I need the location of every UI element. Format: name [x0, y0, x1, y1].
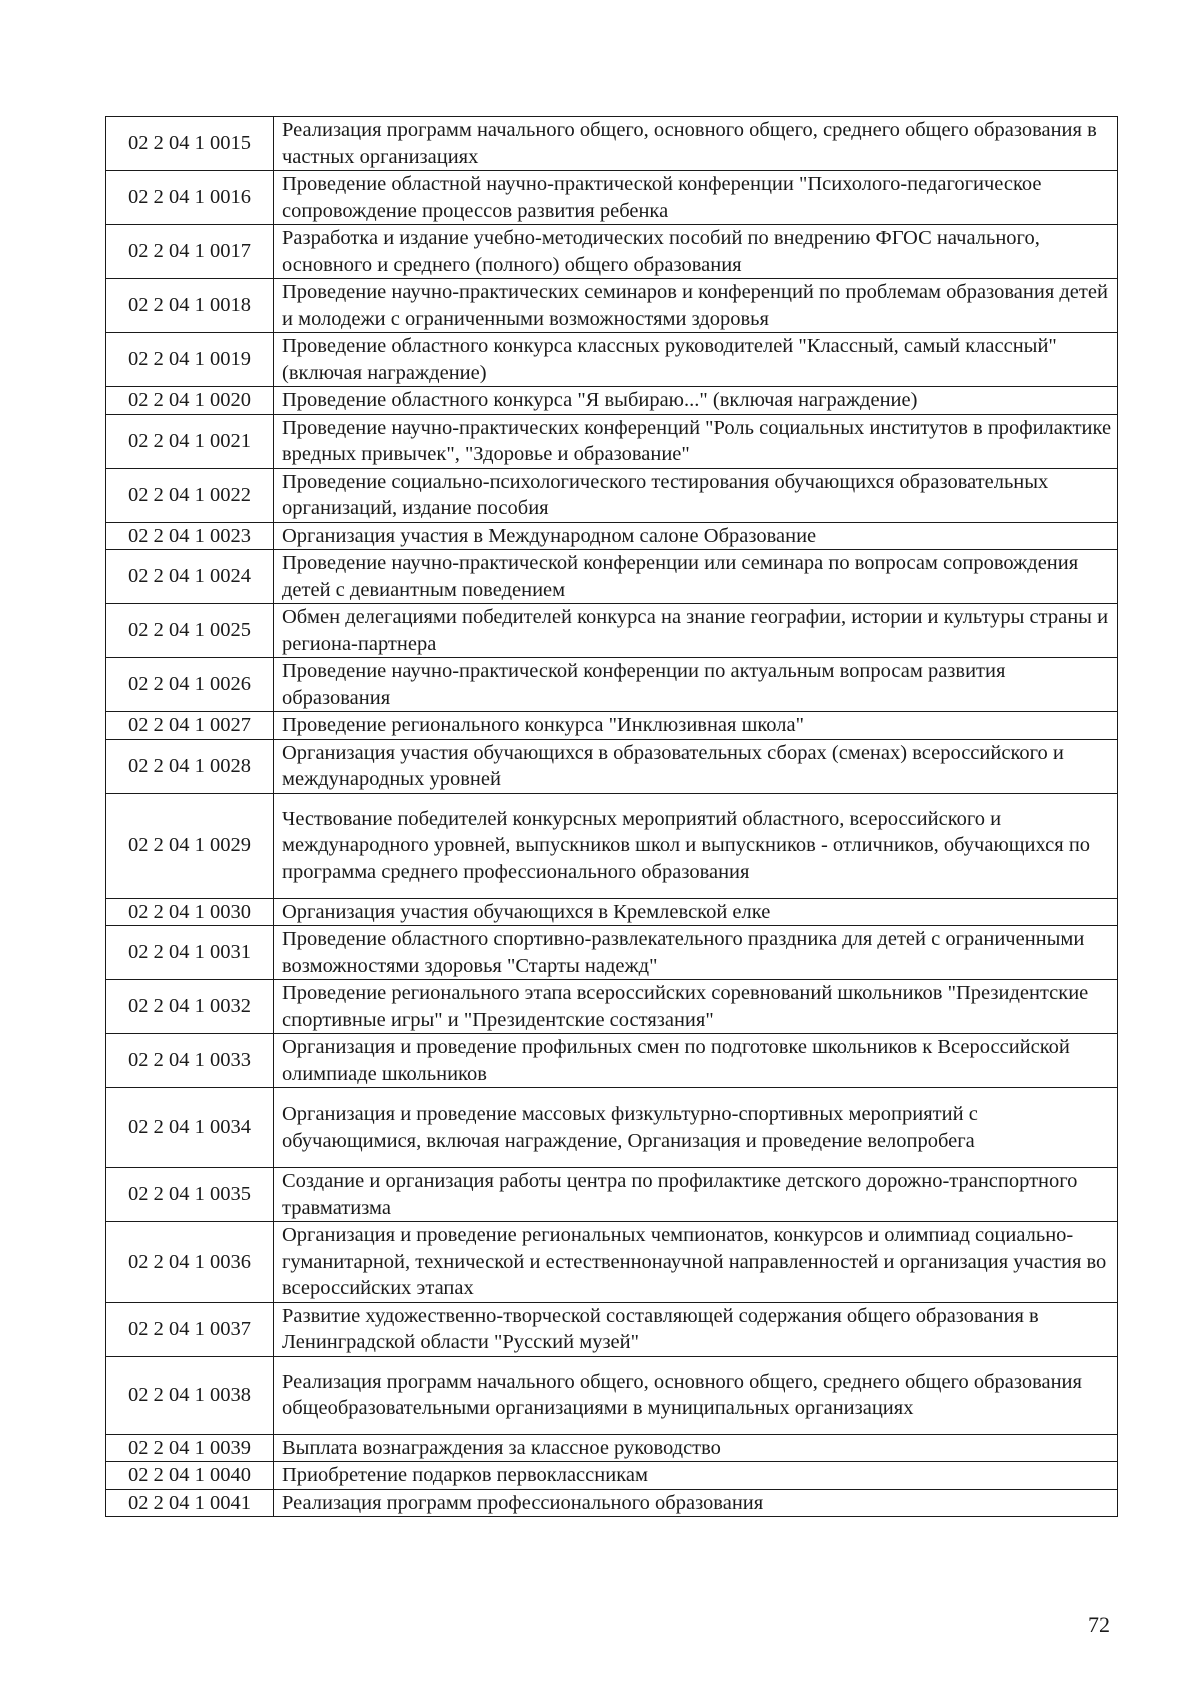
table-row: [106, 1434, 1118, 1462]
table-row: [106, 414, 1118, 468]
budget-code-cell: 02 2 04 1 0027: [106, 712, 274, 740]
description-cell: Создание и организация работы центра по профилактике детского дорожно-транспортного травматизма: [274, 1168, 1118, 1222]
description-cell: Проведение областного конкурса классных руководителей "Классный, самый классный" (включая награждение): [274, 333, 1118, 387]
budget-code-cell: 02 2 04 1 0030: [106, 898, 274, 926]
description-cell: Проведение регионального конкурса "Инклюзивная школа": [274, 712, 1118, 740]
description-cell: Проведение научно-практических семинаров и конференций по проблемам образования детей и молодежи с ограниченными возможностями здоровья: [274, 279, 1118, 333]
budget-code-cell: 02 2 04 1 0020: [106, 387, 274, 415]
table-row: [106, 171, 1118, 225]
budget-code-table: [105, 116, 1118, 1517]
page-number: 72: [1088, 1612, 1110, 1637]
description-cell: Проведение областного конкурса "Я выбираю..." (включая награждение): [274, 387, 1118, 415]
table-row: [106, 1462, 1118, 1490]
table-row: [106, 739, 1118, 793]
table-row: [106, 117, 1118, 171]
table-row: [106, 522, 1118, 550]
budget-code-cell: 02 2 04 1 0037: [106, 1302, 274, 1356]
budget-code-cell: 02 2 04 1 0036: [106, 1222, 274, 1303]
budget-code-cell: 02 2 04 1 0039: [106, 1434, 274, 1462]
budget-code-cell: 02 2 04 1 0029: [106, 793, 274, 898]
budget-code-cell: 02 2 04 1 0031: [106, 926, 274, 980]
budget-code-cell: 02 2 04 1 0024: [106, 550, 274, 604]
budget-code-cell: 02 2 04 1 0041: [106, 1489, 274, 1517]
description-cell: Организация и проведение массовых физкультурно-спортивных мероприятий с обучающимися, включая награждение, Организация и проведение велопробега: [274, 1088, 1118, 1168]
description-cell: Чествование победителей конкурсных мероприятий областного, всероссийского и международного уровней, выпускников школ и выпускников - отличников, обучающихся по программа среднего профессионального образования: [274, 793, 1118, 898]
table-row: [106, 926, 1118, 980]
table-row: [106, 1168, 1118, 1222]
table-row: [106, 1489, 1118, 1517]
table-row: [106, 1034, 1118, 1088]
table-row: [106, 980, 1118, 1034]
table-row: [106, 712, 1118, 740]
budget-code-cell: 02 2 04 1 0021: [106, 414, 274, 468]
description-cell: Приобретение подарков первоклассникам: [274, 1462, 1118, 1490]
table-row: [106, 793, 1118, 898]
budget-code-cell: 02 2 04 1 0032: [106, 980, 274, 1034]
description-cell: Организация участия обучающихся в образовательных сборах (сменах) всероссийского и международных уровней: [274, 739, 1118, 793]
description-cell: Организация и проведение региональных чемпионатов, конкурсов и олимпиад социально-гуманитарной, технической и естественнонаучной направленностей и организация участия во всероссийских этапах: [274, 1222, 1118, 1303]
table-row: [106, 279, 1118, 333]
description-cell: Организация участия обучающихся в Кремлевской елке: [274, 898, 1118, 926]
description-cell: Проведение социально-психологического тестирования обучающихся образовательных организаций, издание пособия: [274, 468, 1118, 522]
table-row: [106, 898, 1118, 926]
budget-code-cell: 02 2 04 1 0018: [106, 279, 274, 333]
description-cell: Разработка и издание учебно-методических пособий по внедрению ФГОС начального, основного и среднего (полного) общего образования: [274, 225, 1118, 279]
description-cell: Организация участия в Международном салоне Образование: [274, 522, 1118, 550]
budget-code-cell: 02 2 04 1 0017: [106, 225, 274, 279]
description-cell: Проведение регионального этапа всероссийских соревнований школьников "Президентские спортивные игры" и "Президентские состязания": [274, 980, 1118, 1034]
budget-code-cell: 02 2 04 1 0033: [106, 1034, 274, 1088]
table-row: [106, 604, 1118, 658]
description-cell: Проведение областной научно-практической конференции "Психолого-педагогическое сопровождение процессов развития ребенка: [274, 171, 1118, 225]
budget-code-cell: 02 2 04 1 0016: [106, 171, 274, 225]
description-cell: Проведение научно-практической конференции по актуальным вопросам развития образования: [274, 658, 1118, 712]
table-row: [106, 1356, 1118, 1434]
description-cell: Проведение научно-практических конференций "Роль социальных институтов в профилактике вредных привычек", "Здоровье и образование": [274, 414, 1118, 468]
description-cell: Развитие художественно-творческой составляющей содержания общего образования в Ленинградской области "Русский музей": [274, 1302, 1118, 1356]
table-row: [106, 387, 1118, 415]
budget-code-cell: 02 2 04 1 0035: [106, 1168, 274, 1222]
budget-code-cell: 02 2 04 1 0015: [106, 117, 274, 171]
budget-code-cell: 02 2 04 1 0022: [106, 468, 274, 522]
table-row: [106, 333, 1118, 387]
description-cell: Обмен делегациями победителей конкурса на знание географии, истории и культуры страны и региона-партнера: [274, 604, 1118, 658]
table-body: [106, 117, 1118, 1517]
description-cell: Проведение научно-практической конференции или семинара по вопросам сопровождения детей с девиантным поведением: [274, 550, 1118, 604]
budget-code-cell: 02 2 04 1 0023: [106, 522, 274, 550]
description-cell: Реализация программ профессионального образования: [274, 1489, 1118, 1517]
description-cell: Организация и проведение профильных смен по подготовке школьников к Всероссийской олимпиаде школьников: [274, 1034, 1118, 1088]
table-row: [106, 550, 1118, 604]
budget-code-cell: 02 2 04 1 0019: [106, 333, 274, 387]
table-row: [106, 658, 1118, 712]
description-cell: Реализация программ начального общего, основного общего, среднего общего образования в частных организациях: [274, 117, 1118, 171]
budget-code-cell: 02 2 04 1 0026: [106, 658, 274, 712]
budget-code-cell: 02 2 04 1 0028: [106, 739, 274, 793]
budget-code-cell: 02 2 04 1 0038: [106, 1356, 274, 1434]
table-row: [106, 1088, 1118, 1168]
description-cell: Реализация программ начального общего, основного общего, среднего общего образования общеобразовательными организациями в муниципальных организациях: [274, 1356, 1118, 1434]
budget-code-cell: 02 2 04 1 0025: [106, 604, 274, 658]
budget-code-cell: 02 2 04 1 0040: [106, 1462, 274, 1490]
table-row: [106, 1222, 1118, 1303]
table-row: [106, 468, 1118, 522]
description-cell: Выплата вознаграждения за классное руководство: [274, 1434, 1118, 1462]
table-row: [106, 225, 1118, 279]
budget-code-cell: 02 2 04 1 0034: [106, 1088, 274, 1168]
table-row: [106, 1302, 1118, 1356]
description-cell: Проведение областного спортивно-развлекательного праздника для детей с ограниченными возможностями здоровья "Старты надежд": [274, 926, 1118, 980]
